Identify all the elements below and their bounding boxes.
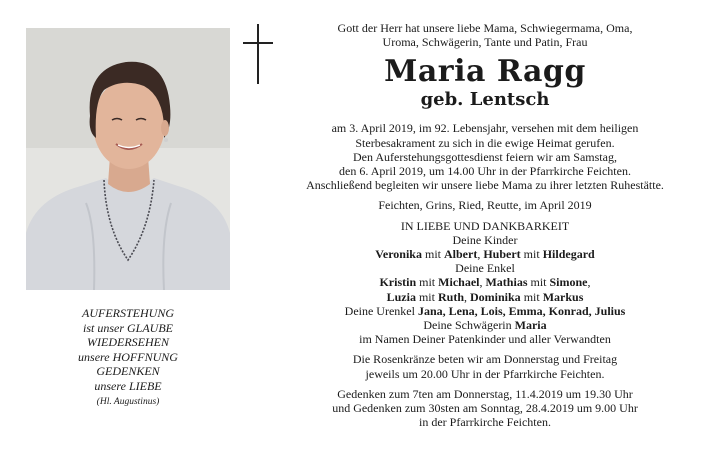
grandchildren-names: Luzia mit Ruth, Dominika mit Markus: [386, 289, 584, 304]
intro-line: Uroma, Schwägerin, Tante und Patin, Frau: [382, 35, 588, 50]
poem: [26, 306, 230, 409]
great-grandchildren: Deine Urenkel Jana, Lena, Lois, Emma, Konrad, Julius: [344, 303, 626, 318]
mourners-heading: IN LIEBE UND DANKBARKEIT: [400, 218, 570, 233]
grandchildren-label: Deine Enkel: [455, 261, 515, 276]
sister-in-law: Deine Schwägerin Maria: [423, 318, 547, 333]
children-names: Veronika mit Albert, Hubert mit Hildegard: [375, 247, 595, 262]
obituary-text: [280, 21, 690, 429]
portrait-photo: [26, 28, 230, 290]
grandchildren-names: Kristin mit Michael, Mathias mit Simone,: [379, 275, 591, 290]
rosary-line: jeweils um 20.00 Uhr in der Pfarrkirche Feichten.: [365, 366, 605, 381]
intro-line: Gott der Herr hat unsere liebe Mama, Schwiegermama, Oma,: [337, 21, 633, 35]
cross-icon: [243, 24, 273, 84]
details-line: am 3. April 2019, im 92. Lebensjahr, versehen mit dem heiligen: [331, 121, 639, 136]
poem-line: ist unser GLAUBE: [83, 320, 173, 335]
details-line: Sterbesakrament zu sich in die ewige Heimat gerufen.: [355, 135, 615, 150]
details-line: Den Auferstehungsgottesdienst feiern wir am Samstag,: [353, 149, 617, 164]
children-label: Deine Kinder: [452, 232, 518, 247]
memorial-line: Gedenken zum 7ten am Donnerstag, 11.4.2019 um 19.30 Uhr: [337, 386, 633, 401]
place-date: Feichten, Grins, Ried, Reutte, im April 2019: [378, 198, 592, 213]
details-line: den 6. April 2019, um 14.00 Uhr in der Pfarrkirche Feichten.: [339, 164, 631, 179]
rosary-line: Die Rosenkränze beten wir am Donnerstag und Freitag: [352, 352, 618, 367]
others-line: im Namen Deiner Patenkinder und aller Verwandten: [359, 332, 611, 347]
poem-line: unsere HOFFNUNG: [78, 349, 178, 364]
poem-line: unsere LIEBE: [94, 378, 162, 393]
maiden-name: geb. Lentsch: [420, 89, 550, 111]
poem-attribution: (Hl. Augustinus): [96, 396, 160, 407]
poem-line: WIEDERSEHEN: [87, 335, 169, 350]
poem-line: GEDENKEN: [96, 364, 160, 379]
deceased-name: Maria Ragg: [384, 54, 586, 90]
memorial-line: und Gedenken zum 30sten am Sonntag, 28.4.2019 um 9.00 Uhr: [332, 401, 638, 416]
poem-line: AUFERSTEHUNG: [82, 306, 174, 320]
memorial-line: in der Pfarrkirche Feichten.: [419, 415, 551, 430]
details-line: Anschließend begleiten wir unsere liebe Mama zu ihrer letzten Ruhestätte.: [306, 178, 664, 193]
